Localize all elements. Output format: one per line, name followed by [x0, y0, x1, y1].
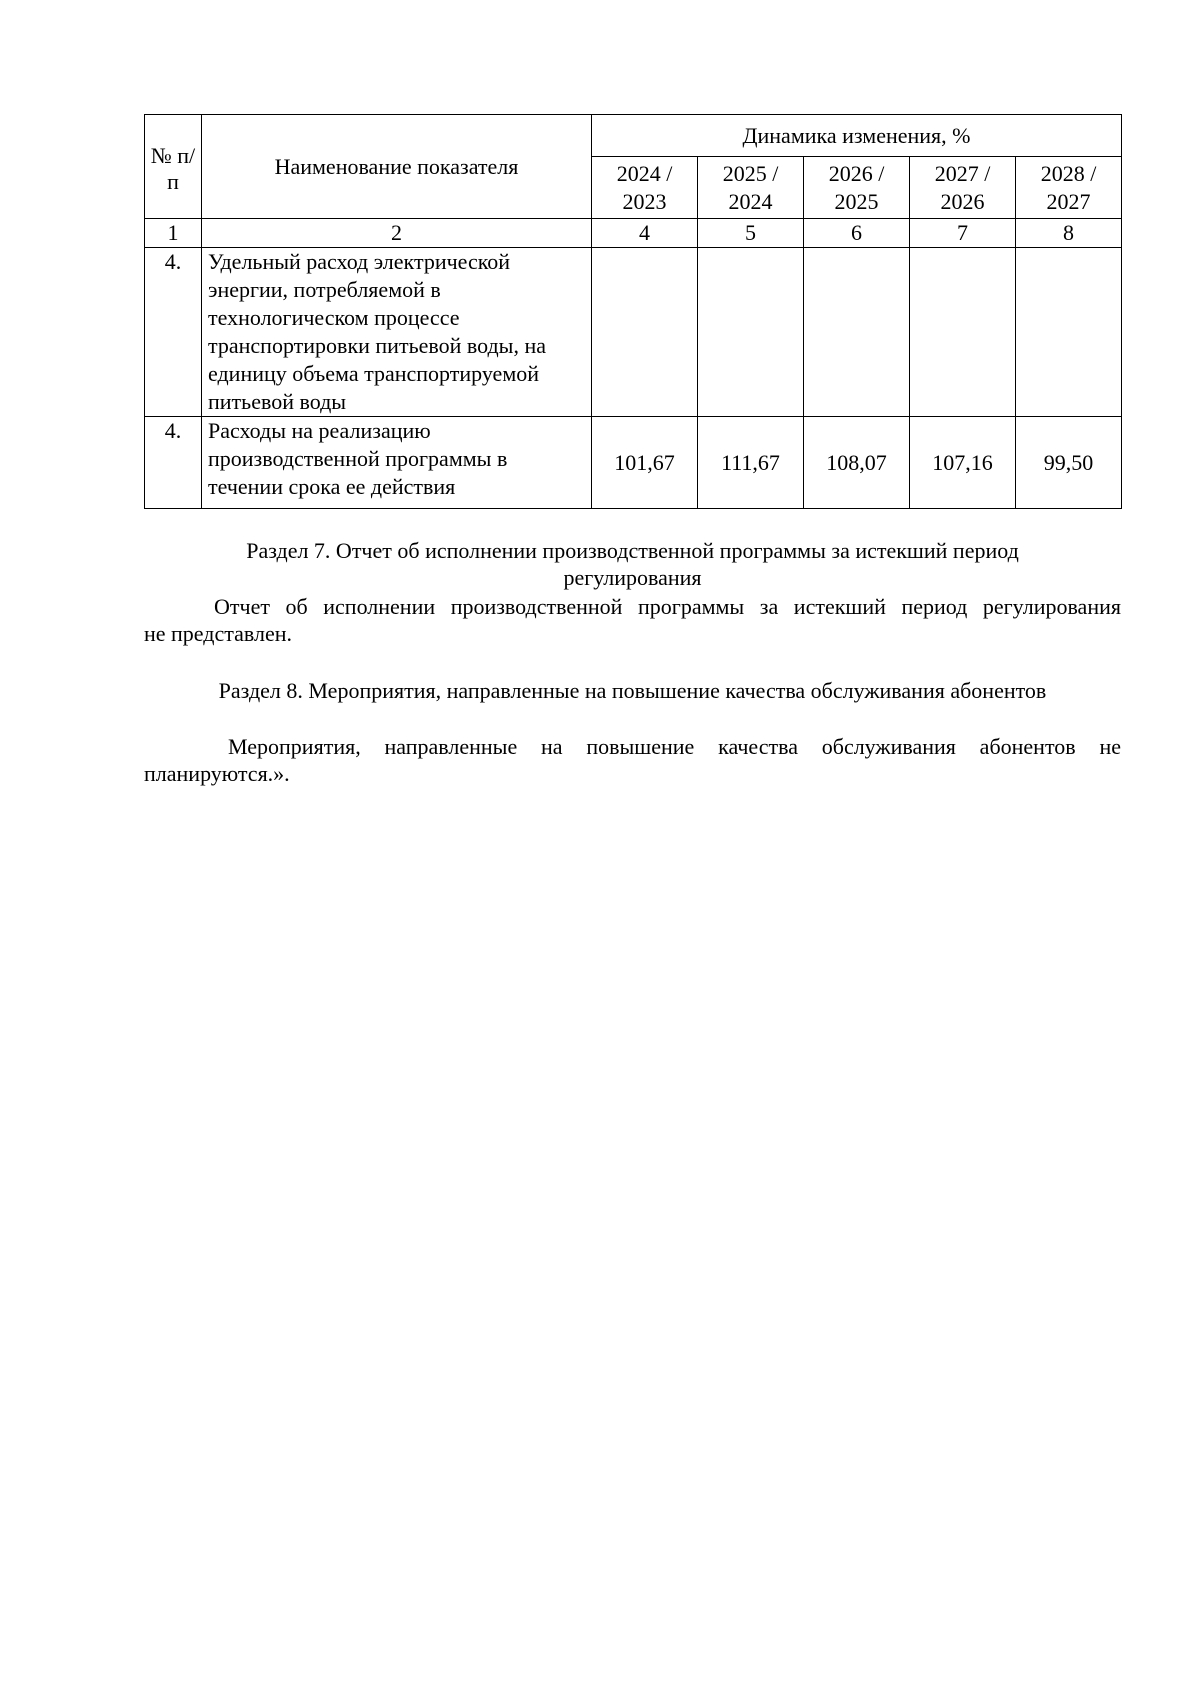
section7-title: Раздел 7. Отчет об исполнении производственной программы за истекший период регулирования	[246, 538, 1019, 590]
row-value: 107,16	[910, 417, 1016, 509]
index-cell: 4	[592, 219, 698, 248]
section8-title: Раздел 8. Мероприятия, направленные на повышение качества обслуживания абонентов	[218, 678, 1047, 703]
table-index-row	[145, 219, 1122, 248]
header-year: 2027 / 2026	[910, 157, 1016, 219]
row-num: 4.	[145, 248, 202, 417]
section8-text: Мероприятия, направленные на повышение качества обслуживания абонентов не планируются.».	[144, 734, 1121, 786]
row-value	[910, 248, 1016, 417]
row-value: 101,67	[592, 417, 698, 509]
table-row	[145, 248, 1122, 417]
indicators-table	[144, 114, 1122, 509]
row-value	[698, 248, 804, 417]
row-name: Удельный расход электрической энергии, потребляемой в технологическом процессе транспортировки питьевой воды, на единицу объема транспортируемой питьевой воды	[202, 248, 592, 417]
index-cell: 6	[804, 219, 910, 248]
row-name: Расходы на реализацию производственной программы в течении срока ее действия	[202, 417, 592, 509]
table-header-row	[145, 115, 1122, 157]
row-value: 111,67	[698, 417, 804, 509]
row-value	[1016, 248, 1122, 417]
index-cell: 8	[1016, 219, 1122, 248]
header-year: 2026 / 2025	[804, 157, 910, 219]
header-dynamics: Динамика изменения, %	[592, 115, 1122, 157]
table-row	[145, 417, 1122, 509]
index-cell: 2	[202, 219, 592, 248]
row-value	[592, 248, 698, 417]
header-year: 2024 / 2023	[592, 157, 698, 219]
row-value: 108,07	[804, 417, 910, 509]
section7-text: Отчет об исполнении производственной программы за истекший период регулирования не представлен.	[144, 594, 1121, 646]
row-value	[804, 248, 910, 417]
header-num: № п/п	[145, 115, 202, 219]
index-cell: 5	[698, 219, 804, 248]
header-year: 2028 / 2027	[1016, 157, 1122, 219]
index-cell: 7	[910, 219, 1016, 248]
header-name: Наименование показателя	[202, 115, 592, 219]
row-num: 4.	[145, 417, 202, 509]
row-value: 99,50	[1016, 417, 1122, 509]
index-cell: 1	[145, 219, 202, 248]
header-year: 2025 / 2024	[698, 157, 804, 219]
